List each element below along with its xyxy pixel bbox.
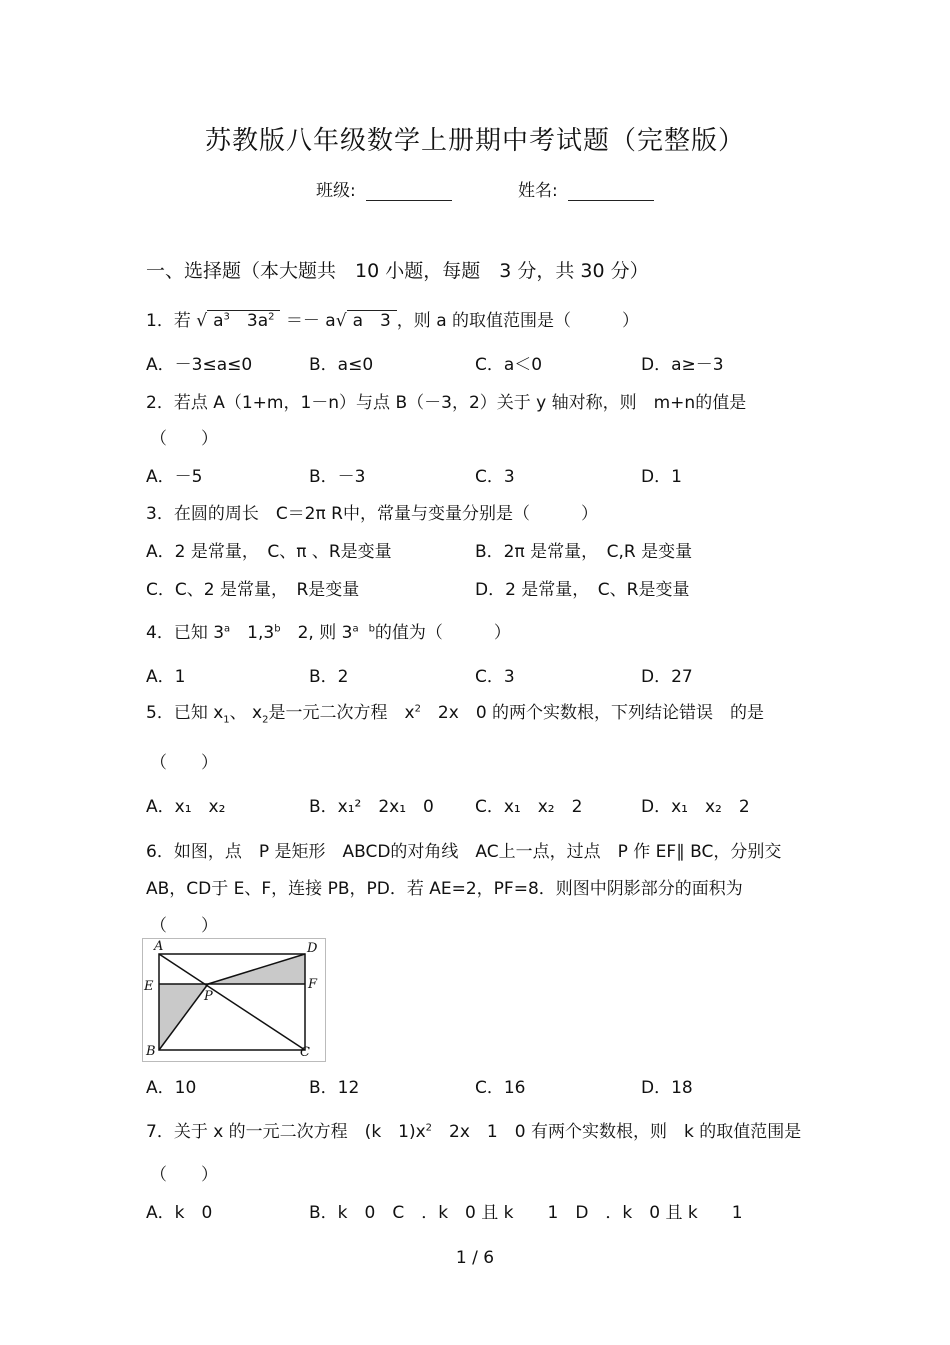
class-label: 班级: [316,181,356,201]
q4-option-c: C．3 [475,667,515,687]
q3-option-c: C．C、2 是常量， R是变量 [146,580,360,600]
q1-option-b: B．a≤0 [309,355,374,375]
question-5: 5．已知 $x_1$、 $x_2$是一元二次方程 $x^2$ 2x 0 的两个实数根，下列结论错误 的是 [146,703,765,726]
page-number: 1 / 6 [455,1248,495,1268]
q6-option-c: C．16 [475,1078,526,1098]
question-7-bracket: （ ） [150,1165,218,1185]
question-3: 3．在圆的周长 C＝2π R中，常量与变量分别是（ ） [146,504,598,524]
q4-option-b: B．2 [309,667,349,687]
class-blank[interactable] [366,182,452,201]
sqrt-icon: √ [335,311,347,331]
rectangle-figure [142,938,326,1062]
label-f: F [308,977,318,992]
q7-option-a: A．k 0 [146,1203,213,1223]
question-6-bracket: （ ） [150,916,218,936]
q6-option-a: A．10 [146,1078,197,1098]
q3-option-a: A．2 是常量， C、π 、R是变量 [146,542,392,562]
q1-option-c: C．a＜0 [475,355,543,375]
q3-option-b: B．2π 是常量， C,R 是变量 [475,542,693,562]
name-blank[interactable] [568,182,654,201]
q2-option-b: B．－3 [309,467,366,487]
q5-option-b: B．x₁² 2x₁ 0 [309,797,434,817]
label-d: D [307,941,318,956]
question-6-line2: AB，CD于 E、F，连接 PB，PD．若 AE=2，PF=8．则图中阴影部分的面积为 [146,879,743,899]
label-e: E [144,979,154,994]
question-7: 7．关于 x 的一元二次方程 (k $1)x^2$ 2x 1 0 有两个实数根，则 k 的取值范围是 [146,1122,802,1142]
q4-option-a: A．1 [146,667,186,687]
question-4: 4．已知 3$^a$ 1,3$^b$ 2, 则 $3^{a b}$的值为（ ） [146,623,511,643]
section-heading: 一、选择题（本大题共 10 小题，每题 3 分，共 30 分） [146,260,649,282]
q5-option-d: D．x₁ x₂ 2 [641,797,750,817]
name-label: 姓名: [518,181,558,201]
label-p: P [204,989,213,1004]
question-2-bracket: （ ） [150,429,218,449]
q1-rest: ，则 a 的取值范围是（ ） [396,311,640,331]
label-a: A [154,939,164,954]
q1-radicand-2: a 3 [347,310,397,331]
q1-eq: ＝－ a [285,311,336,331]
q1-lead: 1．若 [146,311,191,331]
sqrt-icon: √ [196,311,208,331]
q7-option-bcd: B．k 0 C ．k 0 且 k 1 D ．k 0 且 k 1 [309,1203,743,1223]
q2-option-c: C．3 [475,467,515,487]
q1-option-d: D．a≥－3 [641,355,724,375]
q2-option-a: A．－5 [146,467,203,487]
class-field [316,176,452,201]
name-field [518,176,654,201]
question-5-bracket: （ ） [150,753,218,773]
q1-option-a: A．－3≤a≤0 [146,355,253,375]
q5-option-c: C．x₁ x₂ 2 [475,797,583,817]
question-1 [146,306,639,331]
q4-option-d: D．27 [641,667,693,687]
question-6: 6．如图，点 P 是矩形 ABCD的对角线 AC上一点，过点 P 作 EF∥ BC，分别交 [146,842,782,862]
question-2: 2．若点 A（1+m，1－n）与点 B（－3，2）关于 y 轴对称，则 m+n的值是 [146,393,747,413]
q5-option-a: A．x₁ x₂ [146,797,226,817]
q6-option-b: B．12 [309,1078,360,1098]
label-b: B [146,1044,156,1059]
q2-option-d: D．1 [641,467,682,487]
q3-option-d: D．2 是常量， C、R是变量 [475,580,690,600]
q6-option-d: D．18 [641,1078,693,1098]
label-c: C [300,1045,310,1060]
document-title: 苏教版八年级数学上册期中考试题（完整版） [204,126,745,156]
q1-radicand: $a^3$ $3a^2$ [207,310,280,331]
